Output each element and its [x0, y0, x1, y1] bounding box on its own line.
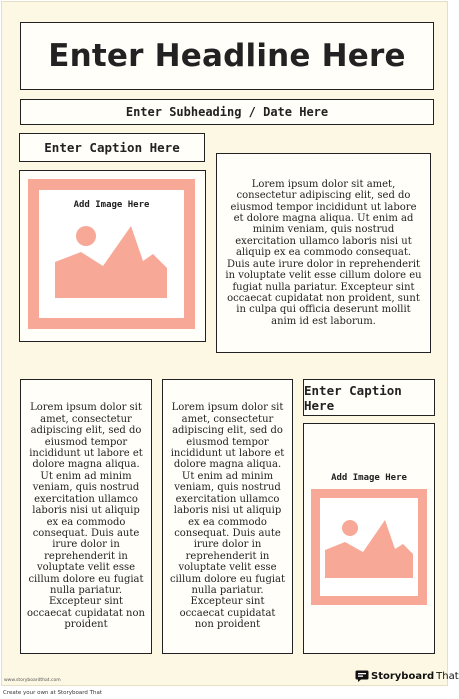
subheading-box[interactable]: [20, 99, 434, 125]
image-placeholder-2: [311, 489, 427, 605]
main-text: Lorem ipsum dolor sit amet, consectetur adipiscing elit, sed do eiusmod tempor incididunt ut labore et dolore magna aliqua. Ut enim ad minim veniam, quis nostrud exercitation ullamco laboris nisi ut aliquip ex ea commodo consequat. Duis aute irure dolor in reprehenderit in voluptate velit esse cillum dolore eu fugiat nulla pariatur. Excepteur sint occaecat cupidatat non proident, sunt in culpa qui officia deserunt mollit anim id est laborum.: [225, 178, 422, 327]
logo-text-bold: Storyboard: [371, 670, 435, 682]
storyboardthat-logo-icon: [355, 670, 369, 682]
add-image-label-2: Add Image Here: [331, 472, 407, 483]
image-placeholder-icon: [53, 216, 171, 306]
headline-box[interactable]: [20, 22, 434, 90]
column-text-2: Lorem ipsum dolor sit amet, consectetur adipiscing elit, sed do eiusmod tempor incididunt ut labore et dolore magna aliqua. Ut enim ad minim veniam, quis nostrud exercitation ullamco laboris nisi ut aliquip ex ea commodo consequat. Duis aute irure dolor in reprehenderit in voluptate velit esse cillum dolore eu fugiat nulla pariatur. Excepteur sint occaecat cupidatat non proident: [169, 402, 286, 631]
caption-text-1: Enter Caption Here: [44, 140, 180, 155]
image-placeholder-icon: [323, 514, 415, 580]
logo-text-thin: That: [436, 670, 459, 682]
column-text-box-1[interactable]: [20, 379, 152, 654]
headline-text: Enter Headline Here: [48, 38, 406, 74]
caption-box-1[interactable]: [19, 133, 205, 162]
image-box-1[interactable]: [19, 170, 206, 342]
add-image-label-1: Add Image Here: [73, 200, 150, 210]
credit-text[interactable]: Create your own at Storyboard That: [3, 690, 103, 696]
main-text-box[interactable]: [216, 153, 431, 353]
worksheet-page: [1, 1, 448, 686]
image-box-2[interactable]: [303, 423, 435, 654]
column-text-1: Lorem ipsum dolor sit amet, consectetur adipiscing elit, sed do eiusmod tempor incididunt ut labore et dolore magna aliqua. Ut enim ad minim veniam, quis nostrud exercitation ullamco laboris nisi ut aliquip ex ea commodo consequat. Duis aute irure dolor in reprehenderit in voluptate velit esse cillum dolore eu fugiat nulla pariatur. Excepteur sint occaecat cupidatat non proident: [27, 402, 145, 631]
storyboardthat-logo[interactable]: [355, 670, 459, 682]
column-text-box-2[interactable]: [162, 379, 293, 654]
caption-box-2[interactable]: [303, 379, 435, 416]
caption-text-2: Enter Caption Here: [304, 382, 402, 413]
subheading-text: Enter Subheading / Date Here: [125, 105, 329, 119]
footer-site-link[interactable]: www.storyboardthat.com: [4, 678, 61, 683]
image-placeholder-1: [28, 179, 195, 329]
